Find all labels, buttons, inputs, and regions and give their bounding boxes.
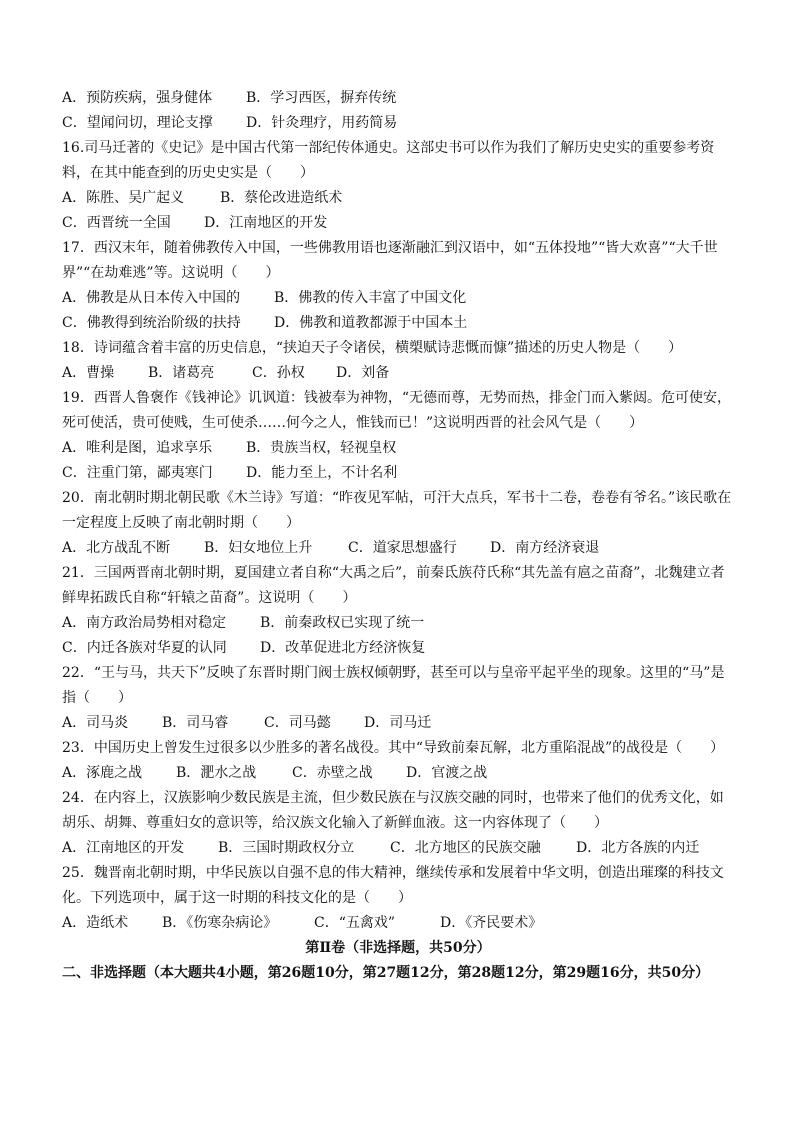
option: D．官渡之战 xyxy=(406,765,488,781)
option: B．《伤寒杂病论》 xyxy=(162,915,278,931)
option: D．南方经济衰退 xyxy=(490,540,600,556)
option: A．陈胜、吴广起义 xyxy=(62,190,185,206)
option: D．江南地区的开发 xyxy=(204,215,328,231)
option: C．道家思想盛行 xyxy=(348,540,457,556)
option: C．望闻问切，理论支撑 xyxy=(62,115,213,131)
option: B．学习西医，摒弃传统 xyxy=(246,90,397,106)
option: A．涿鹿之战 xyxy=(62,765,143,781)
option: C．注重门第，鄙夷寒门 xyxy=(62,465,213,481)
option: A．江南地区的开发 xyxy=(62,840,185,856)
question-22: 22．“王与马，共天下”反映了东晋时期门阀士族权倾朝野，甚至可以与皇帝平起平坐的现象。这里的“马”是指（ ） xyxy=(62,665,725,706)
option: C．内迁各族对华夏的认同 xyxy=(62,640,227,656)
question-25: 25．魏晋南北朝时期，中华民族以自强不息的伟大精神，继续传承和发展着中华文明，创造出璀璨的科技文化。下列选项中，属于这一时期的科技文化的是（ ） xyxy=(62,865,724,906)
option-row xyxy=(62,611,734,636)
option: D．针灸理疗，用药简易 xyxy=(246,115,398,131)
option: C．佛教得到统治阶级的扶持 xyxy=(62,315,241,331)
option: A．南方政治局势相对稳定 xyxy=(62,615,227,631)
option: A．造纸术 xyxy=(62,915,129,931)
question-20: 20．南北朝时期北朝民歌《木兰诗》写道：“昨夜见军帖，可汗大点兵，军书十二卷，卷卷有爷名。”该民歌在一定程度上反映了南北朝时期（ ） xyxy=(62,490,732,531)
exam-page xyxy=(62,86,734,986)
option: D．司马迁 xyxy=(364,715,432,731)
question-18: 18．诗词蕴含着丰富的历史信息，“挟迫天子令诸侯，横槊赋诗悲慨而慷”描述的历史人物是（ ） xyxy=(62,340,683,356)
section-title: 第Ⅱ卷（非选择题，共50分） xyxy=(305,940,491,956)
option: C．孙权 xyxy=(252,365,305,381)
option-row xyxy=(62,436,734,461)
option: B．贵族当权，轻视皇权 xyxy=(246,440,397,456)
question-23: 23．中国历史上曾发生过很多以少胜多的著名战役。其中“导致前秦瓦解，北方重陷混战”的战役是（ ） xyxy=(62,740,725,756)
option-row xyxy=(62,186,734,211)
option: D．《齐民要术》 xyxy=(440,915,543,931)
option: C．北方地区的民族交融 xyxy=(390,840,541,856)
question-21: 21．三国两晋南北朝时期，夏国建立者自称“大禹之后”，前秦氐族苻氏称“其先盖有扈之苗裔”，北魏建立者鲜卑拓跋氏自称“轩辕之苗裔”。这说明（ ） xyxy=(62,565,725,606)
option: C．司马懿 xyxy=(264,715,331,731)
option: B．淝水之战 xyxy=(176,765,257,781)
option: A．佛教是从日本传入中国的 xyxy=(62,290,241,306)
option-row xyxy=(62,711,734,736)
option-row xyxy=(62,361,734,386)
option: D．刘备 xyxy=(336,365,390,381)
option-row xyxy=(62,911,734,936)
option-row xyxy=(62,86,734,111)
option: C．西晋统一全国 xyxy=(62,215,171,231)
option: D．佛教和道教都源于中国本土 xyxy=(274,315,468,331)
option-row xyxy=(62,836,734,861)
option-row xyxy=(62,111,734,136)
option: A．司马炎 xyxy=(62,715,129,731)
option: D．改革促进北方经济恢复 xyxy=(260,640,426,656)
option: B．蔡伦改进造纸术 xyxy=(220,190,343,206)
option: B．前秦政权已实现了统一 xyxy=(260,615,425,631)
question-24: 24．在内容上，汉族影响少数民族是主流，但少数民族在与汉族交融的同时，也带来了他们的优秀文化，如胡乐、胡舞、尊重妇女的意识等，给汉族文化输入了新鲜血液。这一内容体现了（ ） xyxy=(62,790,724,831)
option-row xyxy=(62,311,734,336)
option: B．司马睿 xyxy=(162,715,229,731)
option: D．能力至上，不计名利 xyxy=(246,465,398,481)
option: A．北方战乱不断 xyxy=(62,540,171,556)
option-row xyxy=(62,636,734,661)
option: A．曹操 xyxy=(62,365,115,381)
option: B．妇女地位上升 xyxy=(204,540,313,556)
question-17: 17．西汉末年，随着佛教传入中国，一些佛教用语也逐渐融汇到汉语中，如“五体投地”“皆大欢喜”“大千世界”“在劫难逃”等。这说明（ ） xyxy=(62,240,718,281)
part-title: 二、非选择题（本大题共4小题，第26题10分，第27题12分，第28题12分，第29题16分，共50分） xyxy=(62,965,710,981)
option: C．赤壁之战 xyxy=(292,765,373,781)
option-row xyxy=(62,211,734,236)
option: B．三国时期政权分立 xyxy=(218,840,355,856)
option-row xyxy=(62,536,734,561)
option: C．“五禽戏” xyxy=(314,915,396,931)
option: A．唯利是图，追求享乐 xyxy=(62,440,213,456)
option: D．北方各族的内迁 xyxy=(576,840,700,856)
option: A．预防疾病，强身健体 xyxy=(62,90,213,106)
question-16: 16.司马迁著的《史记》是中国古代第一部纪传体通史。这部史书可以作为我们了解历史史实的重要参考资料，在其中能查到的历史史实是（ ） xyxy=(62,140,715,181)
option: B．诸葛亮 xyxy=(148,365,215,381)
question-19: 19．西晋人鲁褒作《钱神论》讥讽道：钱被奉为神物，“无德而尊，无势而热，排金门而入紫闼。危可使安，死可使活，贵可使贱，生可使杀……何今之人，惟钱而已！”这说明西晋的社会风气是（ ） xyxy=(62,390,731,431)
option-row xyxy=(62,286,734,311)
option: B．佛教的传入丰富了中国文化 xyxy=(274,290,467,306)
option-row xyxy=(62,461,734,486)
option-row xyxy=(62,761,734,786)
